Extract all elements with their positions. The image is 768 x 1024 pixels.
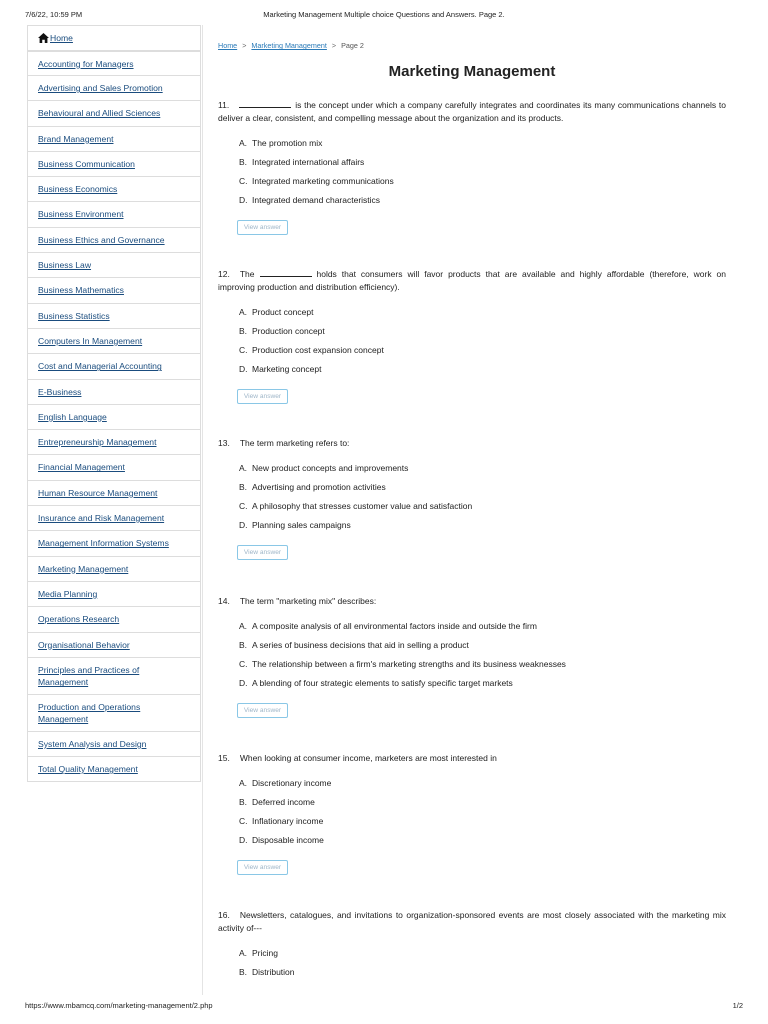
sidebar-item[interactable] <box>27 380 201 405</box>
sidebar-item-link[interactable]: Business Environment <box>38 209 124 220</box>
sidebar-item-link[interactable]: System Analysis and Design <box>38 738 147 749</box>
answer-option <box>239 482 726 492</box>
sidebar-item[interactable] <box>27 202 201 227</box>
print-page-number: 1/2 <box>732 1001 743 1010</box>
answer-option <box>239 501 726 511</box>
sidebar-item[interactable] <box>27 354 201 379</box>
option-letter: C. <box>239 658 248 669</box>
sidebar-item[interactable] <box>27 76 201 101</box>
question-text <box>218 909 726 935</box>
option-text: Production cost expansion concept <box>252 344 384 355</box>
question-body: holds that consumers will favor products that are available and highly affordable (therefore, work on improving production and distribution efficiency). <box>218 269 726 292</box>
question-text <box>218 99 726 125</box>
breadcrumb-home-link[interactable]: Home <box>218 41 238 50</box>
option-text: Integrated marketing communications <box>252 175 394 186</box>
sidebar-item[interactable] <box>27 177 201 202</box>
breadcrumb-separator: > <box>242 41 247 50</box>
question-number: 15. <box>218 753 230 763</box>
view-answer-button[interactable]: View answer <box>237 545 288 560</box>
sidebar-item-link[interactable]: Management Information Systems <box>38 538 169 549</box>
option-text: Production concept <box>252 325 325 336</box>
sidebar-item-link[interactable]: Media Planning <box>38 588 98 599</box>
content-divider <box>202 25 203 995</box>
option-letter: A. <box>239 137 248 148</box>
option-text: A composite analysis of all environmental factors inside and outside the firm <box>252 620 537 631</box>
answer-option <box>239 816 726 826</box>
answer-options <box>239 948 726 977</box>
question-body: is the concept under which a company carefully integrates and coordinates its many communications channels to deliver a clear, consistent, and compelling message about the organization and its products. <box>218 100 726 123</box>
option-text: Inflationary income <box>252 815 324 826</box>
answer-option <box>239 797 726 807</box>
print-header <box>25 10 743 24</box>
question-block <box>218 595 726 718</box>
sidebar-item-link[interactable]: Operations Research <box>38 614 120 625</box>
option-letter: D. <box>239 194 248 205</box>
sidebar-item-link[interactable]: Accounting for Managers <box>38 58 134 69</box>
home-icon <box>38 33 49 43</box>
sidebar-item[interactable] <box>27 304 201 329</box>
question-text <box>218 437 726 450</box>
answer-option <box>239 678 726 688</box>
answer-options <box>239 778 726 845</box>
option-letter: B. <box>239 966 248 977</box>
question-body: The term "marketing mix" describes: <box>239 596 377 606</box>
sidebar-item[interactable] <box>27 228 201 253</box>
sidebar-item[interactable] <box>27 278 201 303</box>
option-text: A blending of four strategic elements to satisfy specific target markets <box>252 677 513 688</box>
sidebar-item[interactable] <box>27 405 201 430</box>
answer-option <box>239 659 726 669</box>
answer-option <box>239 778 726 788</box>
option-letter: B. <box>239 481 248 492</box>
view-answer-button[interactable]: View answer <box>237 220 288 235</box>
sidebar-item-link[interactable]: E-Business <box>38 386 82 397</box>
question-block <box>218 752 726 875</box>
option-text: The relationship between a firm's marketing strengths and its business weaknesses <box>252 658 566 669</box>
sidebar-item-link[interactable]: Marketing Management <box>38 563 129 574</box>
question-number: 16. <box>218 910 230 920</box>
answer-option <box>239 176 726 186</box>
sidebar-item-link[interactable]: Entrepreneurship Management <box>38 437 157 448</box>
answer-option <box>239 364 726 374</box>
sidebar-item-link[interactable]: Business Economics <box>38 184 118 195</box>
sidebar-item[interactable] <box>27 757 201 782</box>
question-block <box>218 268 726 404</box>
option-letter: D. <box>239 519 248 530</box>
sidebar-item[interactable] <box>27 430 201 455</box>
sidebar-item-link[interactable]: Behavioural and Allied Sciences <box>38 108 161 119</box>
question-text <box>218 752 726 765</box>
fill-in-blank <box>239 100 291 108</box>
answer-option <box>239 463 726 473</box>
option-letter: B. <box>239 639 248 650</box>
option-text: Integrated international affairs <box>252 156 365 167</box>
sidebar-item-link[interactable]: Organisational Behavior <box>38 639 130 650</box>
answer-options <box>239 463 726 530</box>
sidebar-item-link[interactable]: Business Ethics and Governance <box>38 234 165 245</box>
option-letter: D. <box>239 363 248 374</box>
sidebar-item[interactable] <box>27 582 201 607</box>
question-body: When looking at consumer income, marketers are most interested in <box>239 753 497 763</box>
question-body: The term marketing refers to: <box>239 438 350 448</box>
option-text: Integrated demand characteristics <box>252 194 381 205</box>
question-number: 14. <box>218 596 230 606</box>
answer-options <box>239 621 726 688</box>
option-letter: B. <box>239 325 248 336</box>
sidebar-item[interactable] <box>27 51 201 77</box>
sidebar-item-link[interactable]: Production and Operations Management <box>38 701 141 725</box>
sidebar-item[interactable] <box>27 253 201 278</box>
sidebar-item[interactable] <box>27 732 201 757</box>
option-letter: C. <box>239 344 248 355</box>
question-block <box>218 909 726 986</box>
sidebar-item[interactable] <box>27 127 201 152</box>
option-letter: C. <box>239 500 248 511</box>
sidebar-item[interactable] <box>27 658 201 695</box>
option-text: Marketing concept <box>252 363 322 374</box>
option-letter: D. <box>239 834 248 845</box>
answer-option <box>239 345 726 355</box>
print-document-title: Marketing Management Multiple choice Questions and Answers. Page 2. <box>263 10 505 19</box>
option-text: Planning sales campaigns <box>252 519 351 530</box>
question-text <box>218 595 726 608</box>
page-title: Marketing Management <box>388 63 556 80</box>
sidebar-item-link[interactable]: Brand Management <box>38 133 114 144</box>
option-text: Disposable income <box>252 834 324 845</box>
option-letter: C. <box>239 175 248 186</box>
option-text: New product concepts and improvements <box>252 462 409 473</box>
breadcrumb <box>218 41 364 50</box>
option-letter: C. <box>239 815 248 826</box>
option-text: The promotion mix <box>252 137 323 148</box>
option-letter: A. <box>239 306 248 317</box>
answer-option <box>239 621 726 631</box>
option-text: Pricing <box>252 947 278 958</box>
sidebar <box>27 25 201 782</box>
option-text: A series of business decisions that aid in selling a product <box>252 639 469 650</box>
option-text: Discretionary income <box>252 777 332 788</box>
option-text: Distribution <box>252 966 295 977</box>
breadcrumb-current: Page 2 <box>341 41 364 50</box>
question-block <box>218 99 726 235</box>
question-block <box>218 437 726 560</box>
view-answer-button[interactable]: View answer <box>237 703 288 718</box>
sidebar-item-link[interactable]: Financial Management <box>38 462 125 473</box>
print-url: https://www.mbamcq.com/marketing-management/2.php <box>25 1001 213 1010</box>
question-lead-text: The <box>239 269 255 279</box>
sidebar-item-link[interactable]: Insurance and Risk Management <box>38 513 165 524</box>
option-letter: D. <box>239 677 248 688</box>
sidebar-item-link[interactable]: Business Statistics <box>38 310 110 321</box>
answer-option <box>239 640 726 650</box>
sidebar-item-link[interactable]: English Language <box>38 411 107 422</box>
sidebar-item-home[interactable] <box>27 25 201 51</box>
sidebar-item-link[interactable]: Advertising and Sales Promotion <box>38 83 163 93</box>
sidebar-item[interactable] <box>27 557 201 582</box>
question-text <box>218 268 726 294</box>
option-text: Deferred income <box>252 796 315 807</box>
answer-option <box>239 326 726 336</box>
question-number: 13. <box>218 438 230 448</box>
answer-option <box>239 835 726 845</box>
sidebar-item-link[interactable]: Cost and Managerial Accounting <box>38 361 162 372</box>
print-timestamp: 7/6/22, 10:59 PM <box>25 10 83 19</box>
sidebar-item-link[interactable]: Business Law <box>38 260 92 271</box>
sidebar-item-link[interactable]: Business Mathematics <box>38 285 124 296</box>
view-answer-button[interactable]: View answer <box>237 860 288 875</box>
sidebar-item[interactable] <box>27 695 201 732</box>
print-footer <box>25 1001 743 1015</box>
sidebar-home-link[interactable]: Home <box>50 33 73 43</box>
answer-option <box>239 138 726 148</box>
answer-option <box>239 157 726 167</box>
answer-option <box>239 520 726 530</box>
sidebar-item[interactable] <box>27 531 201 556</box>
fill-in-blank <box>260 269 312 277</box>
answer-options <box>239 138 726 205</box>
option-letter: A. <box>239 462 248 473</box>
option-letter: B. <box>239 796 248 807</box>
sidebar-item[interactable] <box>27 152 201 177</box>
sidebar-item-link[interactable]: Business Communication <box>38 158 135 169</box>
sidebar-item[interactable] <box>27 101 201 126</box>
option-letter: A. <box>239 947 248 958</box>
answer-option <box>239 967 726 977</box>
sidebar-item-link[interactable]: Computers In Management <box>38 335 143 346</box>
sidebar-item-link[interactable]: Principles and Practices of Management <box>38 664 140 688</box>
view-answer-button[interactable]: View answer <box>237 389 288 404</box>
question-body: Newsletters, catalogues, and invitations to organization-sponsored events are most closely associated with the marketing mix activity of--- <box>218 910 726 933</box>
sidebar-item[interactable] <box>27 506 201 531</box>
option-letter: A. <box>239 777 248 788</box>
answer-option <box>239 307 726 317</box>
sidebar-item[interactable] <box>27 633 201 658</box>
breadcrumb-separator: > <box>331 41 337 50</box>
sidebar-item[interactable] <box>27 607 201 632</box>
answer-option <box>239 195 726 205</box>
question-number: 12. <box>218 269 230 279</box>
answer-option <box>239 948 726 958</box>
breadcrumb-section-link[interactable]: Marketing Management <box>251 41 327 50</box>
option-text: A philosophy that stresses customer value and satisfaction <box>252 500 473 511</box>
option-text: Product concept <box>252 306 314 317</box>
sidebar-item[interactable] <box>27 329 201 354</box>
option-text: Advertising and promotion activities <box>252 481 386 492</box>
sidebar-item[interactable] <box>27 481 201 506</box>
sidebar-item-link[interactable]: Total Quality Management <box>38 764 138 775</box>
option-letter: B. <box>239 156 248 167</box>
option-letter: A. <box>239 620 248 631</box>
answer-options <box>239 307 726 374</box>
sidebar-item-link[interactable]: Human Resource Management <box>38 487 158 498</box>
question-number: 11. <box>218 100 230 110</box>
sidebar-item[interactable] <box>27 455 201 480</box>
